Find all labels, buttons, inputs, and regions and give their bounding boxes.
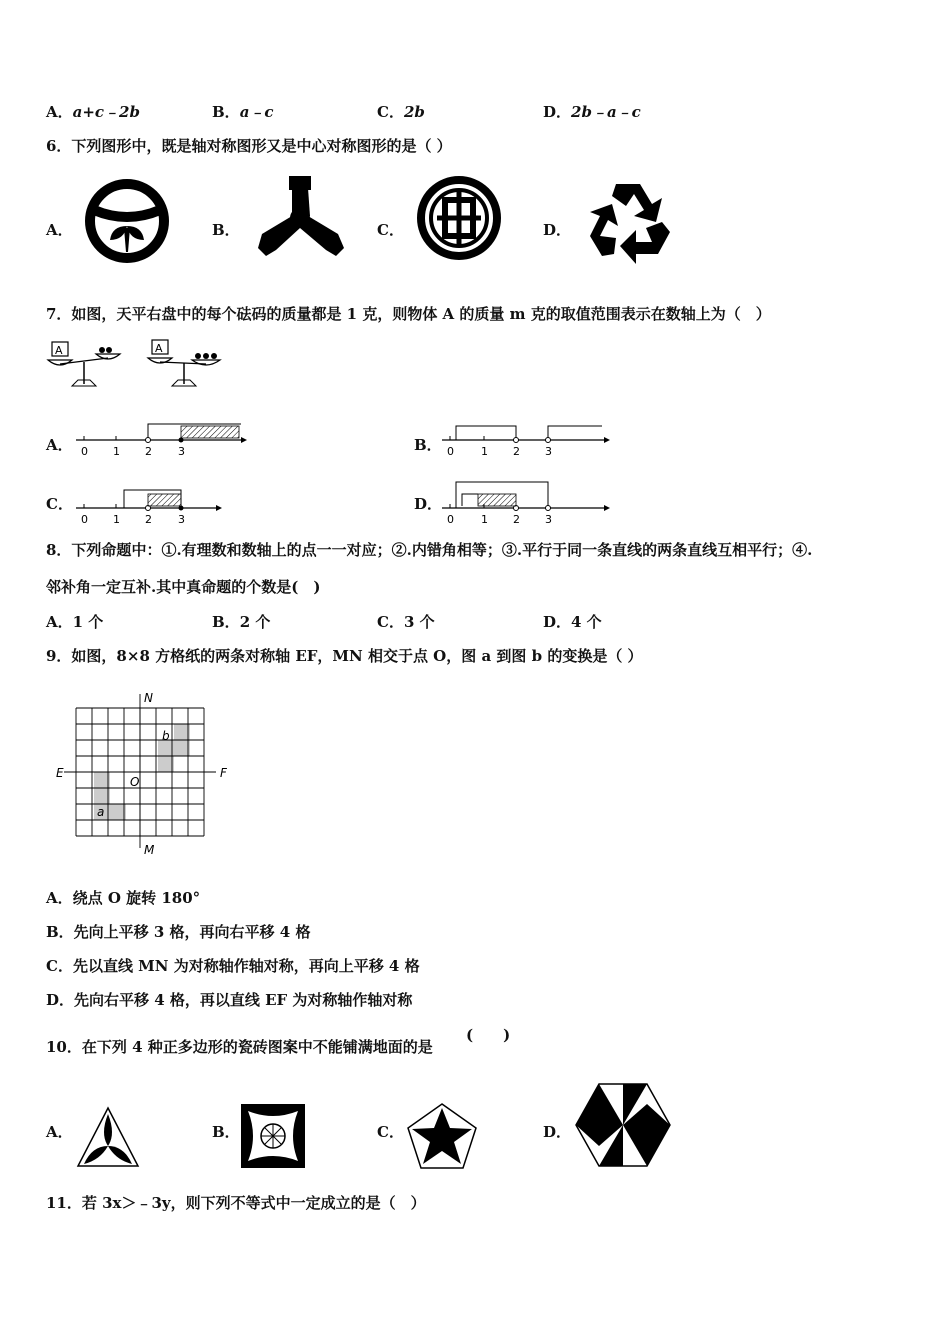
logo-circle-icon xyxy=(84,178,170,264)
q5-option-c: C．2b xyxy=(377,103,425,121)
q10-label-b: B． xyxy=(212,1123,240,1141)
q8-option-a: A．1 个 xyxy=(46,613,104,631)
trefoil-icon xyxy=(252,172,350,260)
svg-text:2: 2 xyxy=(513,445,520,458)
q8-stem-line2: 邻补角一定互补.其中真命题的个数是( ) xyxy=(46,578,321,596)
svg-text:1: 1 xyxy=(481,445,488,458)
svg-text:1: 1 xyxy=(481,513,488,526)
svg-text:O: O xyxy=(130,775,140,789)
square-tile-icon xyxy=(240,1103,306,1169)
q6-stem: 6．下列图形中，既是轴对称图形又是中心对称图形的是（ ） xyxy=(46,137,452,155)
balance-scale-1 xyxy=(48,342,120,386)
svg-text:3: 3 xyxy=(178,513,185,526)
q9-option-c: C．先以直线 MN 为对称轴作轴对称，再向上平移 4 格 xyxy=(46,957,420,975)
svg-text:2: 2 xyxy=(513,513,520,526)
q5-option-a: A．a+c﹣2b xyxy=(46,103,140,121)
q7-label-a: A． xyxy=(46,436,73,454)
svg-text:A: A xyxy=(155,342,163,355)
q7-stem: 7．如图，天平右盘中的每个砝码的质量都是 1 克，则物体 A 的质量 m 克的取值范围表示在数轴上为（ ） xyxy=(46,305,771,323)
number-line-b xyxy=(442,418,622,460)
number-line-c xyxy=(76,484,256,526)
balance-figures xyxy=(46,338,226,394)
q6-label-b: B． xyxy=(212,221,240,239)
svg-text:N: N xyxy=(144,691,153,705)
svg-text:3: 3 xyxy=(545,513,552,526)
svg-text:0: 0 xyxy=(447,445,454,458)
q10-paren: ( ) xyxy=(466,1026,511,1044)
svg-text:0: 0 xyxy=(81,445,88,458)
q9-option-b: B．先向上平移 3 格，再向右平移 4 格 xyxy=(46,923,311,941)
q6-label-c: C． xyxy=(377,221,404,239)
q10-label-a: A． xyxy=(46,1123,73,1141)
balance-scale-2 xyxy=(148,340,220,386)
svg-text:M: M xyxy=(144,843,155,857)
svg-text:0: 0 xyxy=(447,513,454,526)
q8-stem-line1: 8．下列命题中：①.有理数和数轴上的点一一对应；②.内错角相等；③.平行于同一条直线的两条直线互相平行；④. xyxy=(46,541,813,559)
triangle-tile-icon xyxy=(76,1106,140,1168)
q6-label-a: A． xyxy=(46,221,73,239)
q7-label-c: C． xyxy=(46,495,73,513)
q10-stem: 10．在下列 4 种正多边形的瓷砖图案中不能铺满地面的是 xyxy=(46,1038,433,1056)
recycle-icon xyxy=(586,176,676,264)
svg-text:2: 2 xyxy=(145,445,152,458)
svg-text:1: 1 xyxy=(113,445,120,458)
svg-text:b: b xyxy=(162,729,170,743)
svg-text:3: 3 xyxy=(178,445,185,458)
q9-option-d: D．先向右平移 4 格，再以直线 EF 为对称轴作轴对称 xyxy=(46,991,413,1009)
q11-stem: 11．若 3x＞﹣3y，则下列不等式中一定成立的是（ ） xyxy=(46,1194,426,1212)
q7-label-d: D． xyxy=(414,495,443,513)
svg-text:3: 3 xyxy=(545,445,552,458)
q8-option-d: D．4 个 xyxy=(543,613,602,631)
svg-text:E: E xyxy=(56,766,64,780)
q7-label-b: B． xyxy=(414,436,442,454)
svg-text:0: 0 xyxy=(81,513,88,526)
coin-icon xyxy=(415,174,503,262)
svg-text:2: 2 xyxy=(145,513,152,526)
q10-label-d: D． xyxy=(543,1123,572,1141)
svg-text:A: A xyxy=(55,344,63,357)
svg-text:1: 1 xyxy=(113,513,120,526)
q5-option-b: B．a﹣c xyxy=(212,103,274,121)
pentagon-tile-icon xyxy=(406,1102,478,1170)
svg-text:a: a xyxy=(97,805,105,819)
q9-option-a: A．绕点 O 旋转 180° xyxy=(46,889,201,907)
q5-option-d: D．2b﹣a﹣c xyxy=(543,103,641,121)
number-line-a xyxy=(76,418,256,460)
grid-figure xyxy=(54,688,234,858)
q10-label-c: C． xyxy=(377,1123,404,1141)
q8-option-c: C．3 个 xyxy=(377,613,435,631)
number-line-d xyxy=(442,478,622,526)
hexagon-tile-icon xyxy=(574,1082,672,1168)
q6-label-d: D． xyxy=(543,221,572,239)
q8-option-b: B．2 个 xyxy=(212,613,271,631)
q9-stem: 9．如图，8×8 方格纸的两条对称轴 EF，MN 相交于点 O，图 a 到图 b 的变换是（ ） xyxy=(46,647,643,665)
svg-text:F: F xyxy=(220,766,227,780)
